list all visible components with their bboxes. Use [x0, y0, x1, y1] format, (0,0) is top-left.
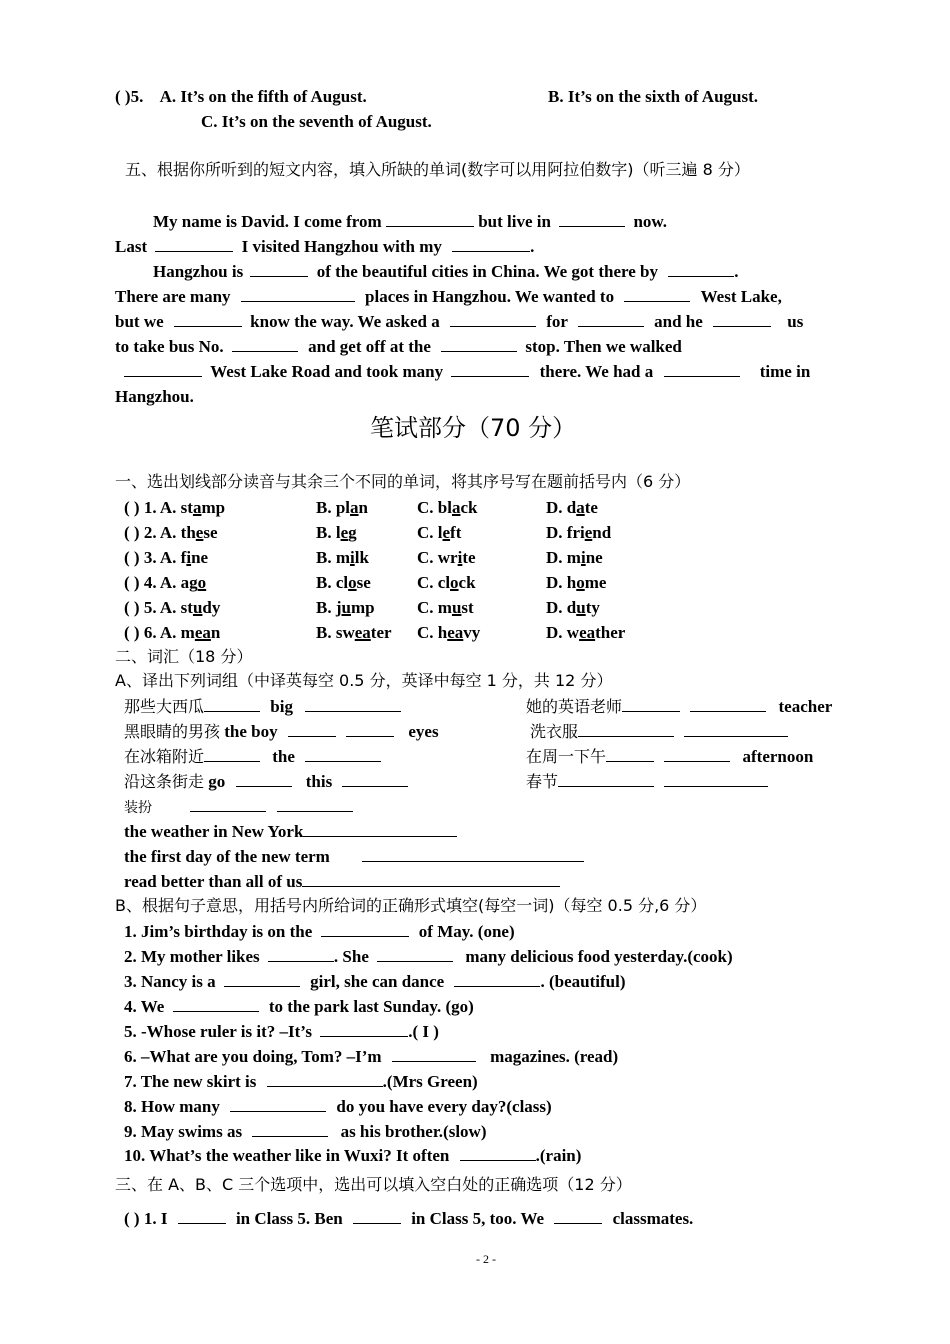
underlined-letters: o — [348, 573, 357, 592]
page-number: - 2 - — [476, 1252, 496, 1266]
fill-q8: 8. How many do you have every day?(class) — [124, 1097, 552, 1116]
underlined-letters: u — [576, 598, 586, 617]
phonics-row-2 — [124, 523, 218, 543]
word-part: se — [356, 573, 371, 592]
word-part: ag — [180, 573, 198, 592]
word-part: B. sw — [316, 623, 355, 642]
vocab-row-2-left: 黑眼睛的男孩 the boy eyes — [124, 722, 439, 741]
word-part: C. l — [417, 523, 443, 542]
word-part: te — [584, 498, 598, 517]
word-part: vy — [463, 623, 481, 642]
underlined-letters: e — [195, 523, 204, 542]
q5-option-c: C. It’s on the seventh of August. — [201, 112, 432, 131]
word-part: ne — [585, 548, 603, 567]
word-part: dy — [202, 598, 221, 617]
vocab-row-3-left: 在冰箱附近 the — [124, 747, 381, 767]
word-part: lk — [354, 548, 369, 567]
phonics-option-b — [316, 523, 357, 543]
word-part: th — [180, 523, 196, 542]
phonics-row-4 — [124, 573, 206, 593]
passage-line-1: My name is David. I come from but live in now. — [153, 212, 667, 231]
phonics-number: ( ) 1. A. — [124, 498, 181, 517]
part1-heading: 一、选出划线部分读音与其余三个不同的单词，将其序号写在题前括号内（6 分） — [115, 472, 691, 491]
word-part: mp — [201, 498, 226, 517]
vocab-row-5: 装扮 — [124, 797, 353, 818]
fill-q4: 4. We to the park last Sunday. (go) — [124, 997, 474, 1016]
underlined-letters: ea — [194, 623, 211, 642]
word-part: B. j — [316, 598, 342, 617]
part2-sub-a: A、译出下列词组（中译英每空 0.5 分，英译中每空 1 分，共 12 分） — [115, 671, 613, 690]
word-part: ne — [191, 548, 209, 567]
phonics-option-c — [417, 598, 474, 618]
page-title: 笔试部分（70 分） — [370, 414, 577, 442]
vocab-row-2-right: 洗衣服 — [530, 722, 788, 742]
word-part: ter — [370, 623, 392, 642]
fill-q7: 7. The new skirt is .(Mrs Green) — [124, 1072, 478, 1091]
underlined-letters: a — [350, 498, 359, 517]
word-part: B. pl — [316, 498, 351, 517]
phonics-option-d — [546, 623, 625, 643]
word-part: ther — [595, 623, 626, 642]
phonics-option-d — [546, 498, 598, 518]
word-part: ty — [585, 598, 600, 617]
passage-line-4: There are many places in Hangzhou. We wanted to West Lake, — [115, 287, 782, 306]
word-part: B. l — [316, 523, 341, 542]
q5-option-a: A. It’s on the fifth of August. — [159, 87, 367, 106]
underlined-letters: o — [576, 573, 585, 592]
phonics-option-d — [546, 548, 603, 568]
phonics-option-c — [417, 548, 476, 568]
phonics-row-6 — [124, 623, 220, 643]
vocab-row-4-right: 春节 — [526, 772, 768, 792]
underlined-letters: i — [457, 548, 463, 567]
phonics-row-1 — [124, 498, 225, 518]
underlined-letters: ea — [354, 623, 371, 642]
phonics-option-d — [546, 598, 600, 618]
phonics-row-3 — [124, 548, 208, 568]
phonics-option-b — [316, 498, 368, 518]
underlined-letters: i — [580, 548, 586, 567]
word-part: B. cl — [316, 573, 349, 592]
passage-line-8: Hangzhou. — [115, 387, 194, 406]
word-part: se — [203, 523, 218, 542]
phonics-option-d — [546, 523, 611, 543]
passage-line-5: but we know the way. We asked a for and he us — [115, 312, 804, 331]
vocab-en-3: read better than all of us — [124, 872, 560, 892]
vocab-row-1-right: 她的英语老师 teacher — [526, 697, 833, 716]
fill-q5: 5. -Whose ruler is it? –It’s .( I ) — [124, 1022, 439, 1041]
fill-q3: 3. Nancy is a girl, she can dance . (beautiful) — [124, 972, 626, 991]
phonics-option-c — [417, 498, 477, 518]
passage-line-7: West Lake Road and took many there. We had a time in — [124, 362, 810, 382]
word-part: D. h — [546, 573, 577, 592]
part2-sub-b: B、根据句子意思，用括号内所给词的正确形式填空(每空一词)（每空 0.5 分,6 分） — [115, 896, 707, 915]
phonics-number: ( ) 4. A. — [124, 573, 181, 592]
underlined-letters: i — [350, 548, 355, 567]
underlined-letters: i — [186, 548, 192, 567]
word-part: C. m — [417, 598, 452, 617]
fill-q1: 1. Jim’s birthday is on the of May. (one) — [124, 922, 515, 941]
vocab-row-4-left: 沿这条街走 go this — [124, 772, 408, 792]
word-part: D. m — [546, 548, 581, 567]
word-part: ft — [450, 523, 462, 542]
underlined-letters: ea — [579, 623, 596, 642]
passage-line-6: to take bus No. and get off at the stop. Then we walked — [115, 337, 682, 356]
phonics-option-b — [316, 598, 375, 618]
section5-heading: 五、根据你所听到的短文内容，填入所缺的单词(数字可以用阿拉伯数字)（听三遍 8 分） — [125, 160, 750, 179]
phonics-option-d — [546, 573, 606, 593]
word-part: te — [462, 548, 476, 567]
underlined-letters: u — [192, 598, 203, 617]
phonics-number: ( ) 5. A. — [124, 598, 181, 617]
word-part: ck — [458, 573, 476, 592]
word-part: st — [461, 598, 474, 617]
word-part: ck — [460, 498, 478, 517]
word-part: C. h — [417, 623, 448, 642]
phonics-number: ( ) 6. A. — [124, 623, 181, 642]
word-part: n — [210, 623, 221, 642]
word-part: D. fri — [546, 523, 585, 542]
word-part: st — [180, 598, 193, 617]
fill-q6: 6. –What are you doing, Tom? –I’m magazines. (read) — [124, 1047, 619, 1066]
underlined-letters: ea — [447, 623, 464, 642]
phonics-option-b — [316, 623, 392, 643]
word-part: m — [180, 623, 195, 642]
vocab-row-1-left: 那些大西瓜 big — [124, 697, 401, 717]
word-part: C. cl — [417, 573, 451, 592]
phonics-row-5 — [124, 598, 220, 618]
word-part: C. bl — [417, 498, 452, 517]
vocab-en-2: the first day of the new term — [124, 847, 584, 867]
underlined-letters: u — [341, 598, 351, 617]
phonics-option-c — [417, 523, 461, 543]
underlined-letters: a — [451, 498, 461, 517]
part2-heading: 二、词汇（18 分） — [115, 647, 253, 666]
word-part: nd — [592, 523, 612, 542]
phonics-option-b — [316, 573, 371, 593]
word-part: st — [180, 498, 193, 517]
phonics-number: ( ) 2. A. — [124, 523, 181, 542]
passage-line-3: Hangzhou is of the beautiful cities in China. We got there by . — [153, 262, 739, 281]
word-part: n — [358, 498, 368, 517]
underlined-letters: o — [197, 573, 207, 592]
phonics-option-c — [417, 623, 480, 643]
word-part: B. m — [316, 548, 350, 567]
vocab-en-1: the weather in New York — [124, 822, 457, 842]
q5-line — [115, 87, 367, 107]
word-part: D. d — [546, 598, 577, 617]
fill-q2: 2. My mother likes . She many delicious food yesterday.(cook) — [124, 947, 733, 966]
underlined-letters: a — [192, 498, 202, 517]
word-part: g — [348, 523, 357, 542]
underlined-letters: u — [451, 598, 462, 617]
part3-heading: 三、在 A、B、C 三个选项中，选出可以填入空白处的正确选项（12 分） — [115, 1175, 632, 1194]
passage-line-2: Last I visited Hangzhou with my . — [115, 237, 535, 256]
vocab-row-3-right: 在周一下午 afternoon — [526, 747, 814, 766]
phonics-option-c — [417, 573, 476, 593]
fill-q9: 9. May swims as as his brother.(slow) — [124, 1122, 487, 1141]
phonics-option-b — [316, 548, 369, 568]
underlined-letters: e — [584, 523, 593, 542]
q5-option-b: B. It’s on the sixth of August. — [548, 87, 759, 106]
mc-q1: ( ) 1. I in Class 5. Ben in Class 5, too. We classmates. — [124, 1209, 694, 1228]
phonics-number: ( ) 3. A. — [124, 548, 181, 567]
word-part: D. d — [546, 498, 577, 517]
fill-q10: 10. What’s the weather like in Wuxi? It often .(rain) — [124, 1146, 582, 1165]
word-part: C. wr — [417, 548, 458, 567]
word-part: mp — [350, 598, 375, 617]
q5-paren: ( )5. — [115, 87, 144, 106]
underlined-letters: o — [450, 573, 459, 592]
underlined-letters: e — [442, 523, 451, 542]
word-part: f — [180, 548, 187, 567]
underlined-letters: e — [340, 523, 349, 542]
underlined-letters: a — [576, 498, 585, 517]
word-part: me — [584, 573, 607, 592]
word-part: D. w — [546, 623, 580, 642]
